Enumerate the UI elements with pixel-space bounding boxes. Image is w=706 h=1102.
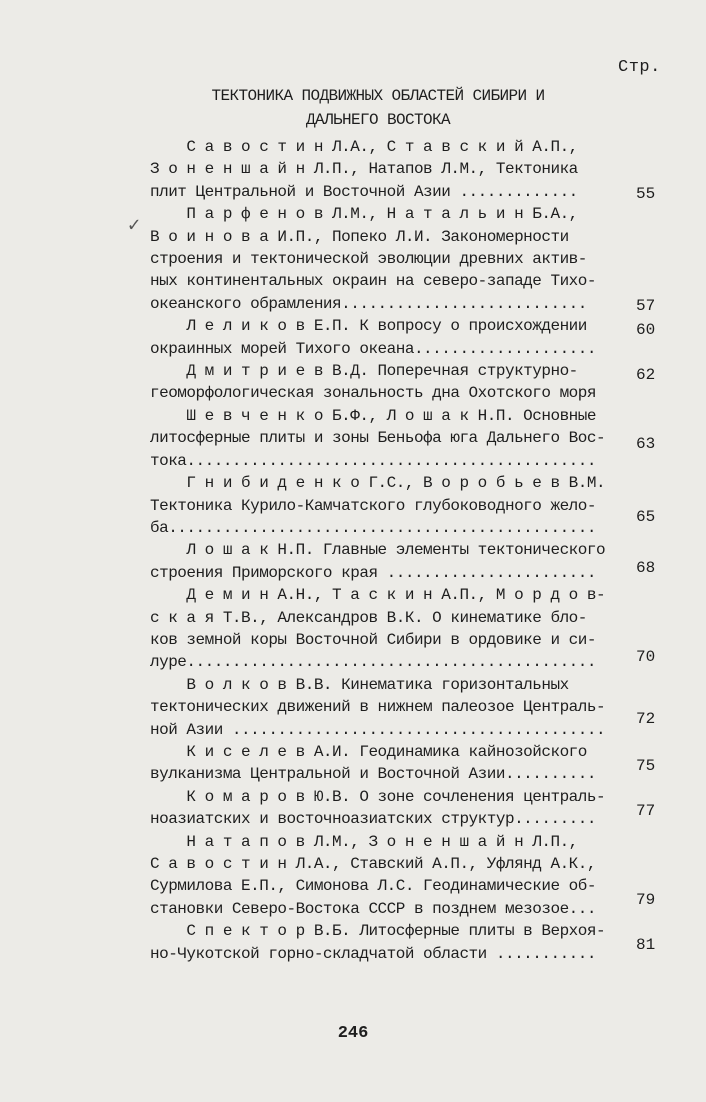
toc-entry (150, 360, 656, 405)
toc-entry-page: 60 (636, 321, 656, 340)
toc-entry-text: П а р ф е н о в Л.М., Н а т а л ь и н Б.А., В о и н о в а И.П., Попеко Л.И. Закономерности строения и тектонической эволюции древних актив- ных континентальных окраин на северо-западе Тихо- океанского обрамления........................... (150, 205, 596, 313)
toc-entry (150, 472, 656, 539)
toc-entry-text: К и с е л е в А.И. Геодинамика кайнозойского вулканизма Центральной и Восточной Азии.......... (150, 742, 596, 784)
toc-entry (150, 741, 656, 786)
toc-entry-text: Н а т а п о в Л.М., З о н е н ш а й н Л.П., С а в о с т и н Л.А., Ставский А.П., Уфлянд А.К., Сурмилова Е.П., Симонова Л.С. Геодинамические об- становки Северо-Востока СССР в позднем мезозое... (150, 832, 596, 918)
toc-entry (150, 831, 656, 921)
toc-entry-text: Л е л и к о в Е.П. К вопросу о происхождении окраинных морей Тихого океана.................... (150, 317, 596, 358)
toc-entry-page: 77 (636, 801, 656, 820)
toc-entry-text: Д е м и н А.Н., Т а с к и н А.П., М о р д о в- с к а я Т.В., Александров В.К. О кинематике бло- ков земной коры Восточной Сибири в ордовике и си- луре............................................. (150, 586, 606, 672)
toc-entry (150, 920, 656, 965)
toc-entry (150, 136, 656, 203)
toc-entry-text: В о л к о в В.В. Кинематика горизонтальных тектонических движений в нижнем палеозое Централь- ной Азии ......................................... (150, 675, 606, 739)
toc-entries (150, 136, 656, 965)
section-title (178, 84, 578, 132)
toc-entry-text: Д м и т р и е в В.Д. Поперечная структурно- геоморфологическая зональность дна Охотского моря (150, 362, 596, 403)
toc-entry-page: 55 (636, 185, 656, 203)
toc-entry-page: 68 (636, 559, 656, 578)
toc-entry-page: 70 (636, 648, 656, 667)
toc-entry-text: Г н и б и д е н к о Г.С., В о р о б ь е в В.М. Тектоника Курило-Камчатского глубоководного жело- ба............................................... (150, 474, 606, 537)
toc-entry-page: 62 (636, 366, 656, 385)
checkmark-icon: ✓ (128, 215, 141, 238)
toc-entry-page: 63 (636, 434, 656, 453)
toc-entry-page: 65 (636, 508, 656, 527)
toc-entry-page: 79 (636, 890, 656, 909)
toc-entry (150, 674, 656, 741)
toc-entry-text: Ш е в ч е н к о Б.Ф., Л о ш а к Н.П. Основные литосферные плиты и зоны Беньофа юга Дальнего Вос- тока............................................. (150, 406, 606, 470)
toc-entry (150, 539, 656, 584)
page-number: 246 (337, 1024, 369, 1043)
toc-entry-text: К о м а р о в Ю.В. О зоне сочленения централь- ноазиатских и восточноазиатских структур......... (150, 787, 606, 829)
toc-entry (150, 786, 656, 831)
page-column-label: Стр. (618, 58, 661, 77)
toc-entry-page: 81 (636, 936, 656, 955)
toc-entry-text: С а в о с т и н Л.А., С т а в с к и й А.П., З о н е н ш а й н Л.П., Натапов Л.М., Тектоника плит Центральной и Восточной Азии ............. (150, 138, 578, 201)
toc-entry-page: 75 (636, 756, 656, 775)
toc-entry-page: 57 (636, 297, 656, 316)
section-title-line-2: ДАЛЬНЕГО ВОСТОКА (305, 111, 451, 129)
toc-entry-page: 72 (636, 709, 656, 728)
toc-entry (150, 203, 656, 316)
toc-entry-text: С п е к т о р В.Б. Литосферные плиты в Верхоя- но-Чукотской горно-складчатой области ........... (150, 922, 606, 963)
toc-entry (150, 405, 656, 472)
toc-entry (150, 315, 656, 360)
section-title-line-1: ТЕКТОНИКА ПОДВИЖНЫХ ОБЛАСТЕЙ СИБИРИ И (211, 87, 545, 105)
toc-entry (150, 584, 656, 674)
toc-entry-text: Л о ш а к Н.П. Главные элементы тектонического строения Приморского края ....................... (150, 541, 606, 582)
